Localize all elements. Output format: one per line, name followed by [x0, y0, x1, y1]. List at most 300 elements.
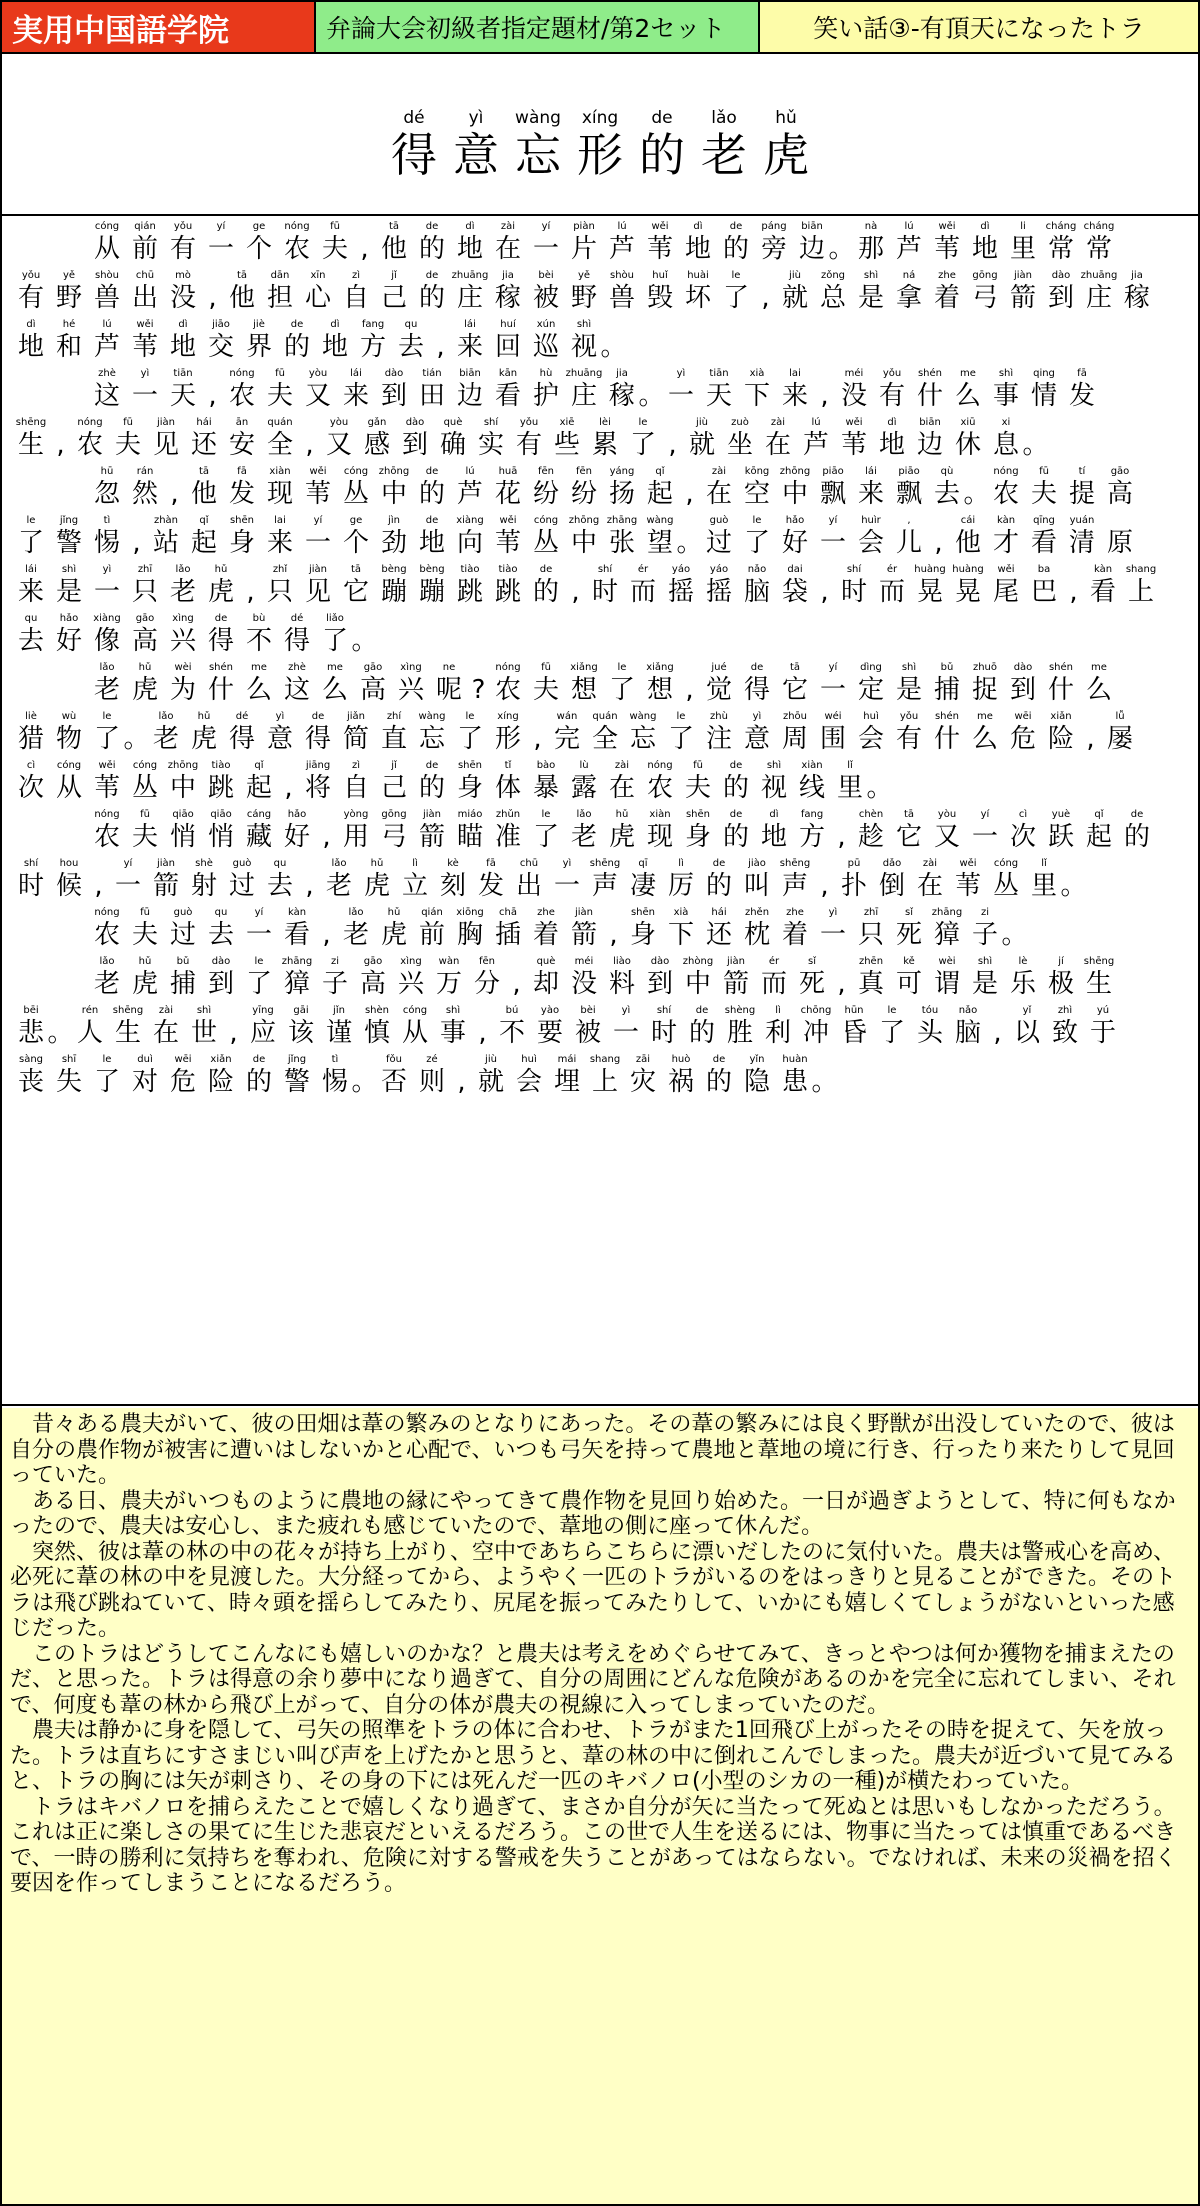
pinyin: tā [789, 662, 801, 673]
hanzi-with-pinyin [12, 612, 50, 656]
pinyin: jǐng [59, 515, 79, 526]
hanzi-with-pinyin [240, 318, 278, 362]
hanzi-with-pinyin [88, 710, 126, 754]
hanzi: 厉 [667, 871, 694, 901]
pinyin: chèn [858, 809, 884, 820]
hanzi-with-pinyin [358, 857, 396, 901]
hanzi-with-pinyin [147, 416, 185, 460]
hanzi: 来 [17, 577, 44, 607]
pinyin: zhe [938, 270, 956, 281]
hanzi-with-pinyin [299, 563, 337, 607]
hanzi-with-pinyin [299, 514, 337, 558]
hanzi: 感 [363, 430, 390, 460]
pinyin: qián [134, 221, 156, 232]
pinyin: guò [173, 907, 193, 918]
pinyin: shòu [609, 270, 634, 281]
pinyin: dì [693, 221, 703, 232]
hanzi-with-pinyin [683, 416, 721, 460]
hanzi: 世 [190, 1018, 217, 1048]
hanzi-with-pinyin [261, 465, 299, 509]
pinyin: guò [232, 858, 252, 869]
pinyin: lǎo [99, 662, 115, 673]
hanzi-with-pinyin [510, 416, 548, 460]
hanzi: 就 [781, 283, 808, 313]
hanzi: 的 [245, 1067, 272, 1097]
hanzi: 摇 [667, 577, 694, 607]
hanzi: 看 [1030, 528, 1057, 558]
hanzi-with-pinyin [126, 367, 164, 411]
hanzi: 情 [1030, 381, 1057, 411]
hanzi-with-pinyin [337, 906, 375, 950]
hanzi: 好 [55, 626, 82, 656]
pinyin: le [752, 515, 762, 526]
pinyin: de [729, 809, 743, 820]
hanzi: 在 [608, 773, 635, 803]
hanzi: 捕 [933, 675, 960, 705]
hanzi-with-pinyin [527, 465, 565, 509]
hanzi-with-pinyin [911, 857, 949, 901]
hanzi-with-pinyin [966, 710, 1004, 754]
hanzi-with-pinyin [316, 661, 354, 705]
hanzi-with-pinyin [1101, 465, 1139, 509]
hanzi: 花 [494, 479, 521, 509]
pinyin: wěi [651, 221, 669, 232]
hanzi-with-pinyin [1118, 269, 1156, 313]
hanzi-with-pinyin [966, 269, 1004, 313]
hanzi: 它 [895, 822, 922, 852]
pinyin: shì [998, 368, 1014, 379]
pinyin: jí [1058, 956, 1064, 967]
hanzi-with-pinyin [88, 906, 126, 950]
hanzi: 他 [954, 528, 981, 558]
hanzi: 的 [722, 822, 749, 852]
hanzi: 枕 [743, 920, 770, 950]
title-hanzi: 老 [701, 128, 747, 182]
hanzi: , [132, 528, 141, 558]
pinyin: rén [81, 1005, 99, 1016]
hanzi: 劲 [380, 528, 407, 558]
pinyin: shì [901, 662, 917, 673]
pinyin: bèi [538, 270, 554, 281]
pinyin: shì [61, 564, 77, 575]
hanzi: 有 [17, 283, 44, 313]
hanzi: 什 [207, 675, 234, 705]
hanzi: 了 [93, 1067, 120, 1097]
pinyin: yòng [343, 809, 369, 820]
hanzi: 藏 [245, 822, 272, 852]
pinyin: cì [26, 760, 36, 771]
hanzi-with-pinyin [738, 710, 776, 754]
pinyin: gǎn [367, 417, 387, 428]
hanzi-with-pinyin [223, 465, 261, 509]
hanzi-with-pinyin [1042, 220, 1080, 264]
hanzi: 否 [380, 1067, 407, 1097]
hanzi: 去 [266, 871, 293, 901]
hanzi: 了 [667, 724, 694, 754]
hanzi-with-pinyin [413, 220, 451, 264]
hanzi-with-pinyin [392, 318, 430, 362]
hanzi: 。 [47, 1018, 74, 1048]
pinyin: bēi [23, 1005, 39, 1016]
translation-paragraph: ある日、農夫がいつものように農地の縁にやってきて農作物を見回り始めた。一日が過ぎようとして、特に何もなかったので、農夫は安心し、また疲れも感じていたので、葦地の側に座って休んだ。 [10, 1488, 1176, 1539]
hanzi: 想 [646, 675, 673, 705]
hanzi-with-pinyin [434, 416, 472, 460]
hanzi-with-pinyin [1008, 1004, 1046, 1048]
hanzi-with-pinyin [700, 465, 738, 509]
hanzi: 农 [76, 430, 103, 460]
school-name: 実用中国語学院 [2, 2, 316, 52]
hanzi-with-pinyin [603, 661, 641, 705]
page-title [387, 107, 814, 181]
hanzi-with-pinyin [320, 1004, 358, 1048]
pinyin: cháng [1045, 221, 1077, 232]
pinyin: de [729, 221, 743, 232]
pinyin: le [465, 711, 475, 722]
hanzi: 了 [608, 675, 635, 705]
pinyin: huò [671, 1054, 691, 1065]
hanzi: 兴 [397, 675, 424, 705]
pinyin: piāo [898, 466, 920, 477]
hanzi-with-pinyin [413, 808, 451, 852]
title-pinyin: wàng [515, 108, 561, 128]
hanzi-with-pinyin [641, 220, 679, 264]
hanzi-with-pinyin [565, 955, 603, 999]
hanzi: 的 [722, 234, 749, 264]
hanzi: 时 [650, 1018, 677, 1048]
pinyin: de [252, 1054, 266, 1065]
hanzi-with-pinyin [50, 710, 88, 754]
hanzi: 埋 [553, 1067, 580, 1097]
pinyin: sàng [18, 1054, 44, 1065]
hanzi-with-pinyin [1118, 808, 1156, 852]
pinyin: de [750, 662, 764, 673]
hanzi-with-pinyin [240, 759, 278, 803]
pinyin: piāo [822, 466, 844, 477]
hanzi-with-pinyin [966, 808, 1004, 852]
hanzi: 声 [591, 871, 618, 901]
hanzi-with-pinyin [413, 710, 451, 754]
hanzi: 觉 [705, 675, 732, 705]
hanzi: 心 [304, 283, 331, 313]
pinyin: zǒng [820, 270, 846, 281]
hanzi: 袋 [781, 577, 808, 607]
title-char [511, 107, 566, 181]
hanzi: 为 [169, 675, 196, 705]
hanzi-with-pinyin [1080, 269, 1118, 313]
hanzi-with-pinyin [489, 906, 527, 950]
hanzi-with-pinyin [928, 906, 966, 950]
punctuation [1080, 710, 1101, 754]
hanzi: 过 [169, 920, 196, 950]
hanzi: 胜 [726, 1018, 753, 1048]
hanzi: 料 [608, 969, 635, 999]
pinyin: dào [211, 956, 231, 967]
pinyin: yǐn [749, 1054, 765, 1065]
pinyin: xìng [400, 956, 422, 967]
pinyin: dì [887, 417, 897, 428]
hanzi: 露 [570, 773, 597, 803]
hanzi-with-pinyin [641, 465, 679, 509]
hanzi-with-pinyin [109, 857, 147, 901]
hanzi: 有 [169, 234, 196, 264]
pinyin: fǒu [386, 1054, 402, 1065]
hanzi-with-pinyin [565, 318, 603, 362]
pinyin: shēn [457, 760, 483, 771]
pinyin: hù [539, 368, 553, 379]
hanzi: 个 [342, 528, 369, 558]
pinyin: zhǐ [272, 564, 288, 575]
hanzi-with-pinyin [320, 416, 358, 460]
pinyin: le [102, 1054, 112, 1065]
pinyin: zi [980, 907, 990, 918]
hanzi-with-pinyin [126, 906, 164, 950]
pinyin: fang [800, 809, 824, 820]
pinyin: zhōng [378, 466, 410, 477]
hanzi: 虎 [363, 871, 390, 901]
japanese-translation-section [2, 1408, 1198, 2204]
hanzi-with-pinyin [261, 367, 299, 411]
hanzi: 夫 [684, 773, 711, 803]
hanzi: 然 [131, 479, 158, 509]
hanzi-with-pinyin [489, 808, 527, 852]
hanzi-with-pinyin [413, 906, 451, 950]
pinyin: zi [330, 956, 340, 967]
pinyin: shēn [685, 809, 711, 820]
hanzi-with-pinyin [316, 1053, 354, 1097]
hanzi: 瞄 [456, 822, 483, 852]
hanzi: 捉 [971, 675, 998, 705]
hanzi: 只 [131, 577, 158, 607]
title-char [635, 107, 690, 181]
hanzi: 。 [828, 234, 855, 264]
hanzi: 子 [971, 920, 998, 950]
hanzi-with-pinyin [987, 367, 1025, 411]
hanzi-with-pinyin [966, 906, 1004, 950]
hanzi: 自 [342, 773, 369, 803]
pinyin: jiàn [156, 858, 176, 869]
hanzi-with-pinyin [1084, 563, 1122, 607]
hanzi-with-pinyin [1004, 661, 1042, 705]
hanzi: 晃 [916, 577, 943, 607]
hanzi-with-pinyin [202, 612, 240, 656]
hanzi: , [761, 283, 770, 313]
pinyin: hái [711, 907, 727, 918]
pinyin: dān [270, 270, 290, 281]
pinyin: biān [919, 417, 941, 428]
hanzi-with-pinyin [873, 1004, 911, 1048]
title-pinyin: xíng [581, 108, 619, 128]
title-hanzi: 意 [453, 128, 499, 182]
hanzi-with-pinyin [531, 1004, 569, 1048]
hanzi: 身 [684, 822, 711, 852]
punctuation [814, 563, 835, 607]
hanzi-with-pinyin [607, 1004, 645, 1048]
hanzi: 的 [705, 1067, 732, 1097]
hanzi-with-pinyin [835, 367, 873, 411]
pinyin: guò [709, 515, 729, 526]
hanzi-with-pinyin [797, 1004, 835, 1048]
hanzi-with-pinyin [240, 906, 278, 950]
pinyin: sǐ [808, 956, 816, 967]
hanzi: 是 [895, 675, 922, 705]
pinyin: zé [426, 1054, 438, 1065]
punctuation [811, 1053, 838, 1097]
hanzi: 獐 [933, 920, 960, 950]
hanzi: 。 [351, 626, 378, 656]
hanzi-with-pinyin [261, 563, 299, 607]
pinyin: wēi [1014, 711, 1032, 722]
hanzi: 简 [342, 724, 369, 754]
hanzi: 苇 [646, 234, 673, 264]
hanzi-with-pinyin [852, 514, 890, 558]
punctuation [123, 710, 150, 754]
hanzi: 尾 [992, 577, 1019, 607]
hanzi-with-pinyin [71, 1004, 109, 1048]
pinyin: qu [24, 613, 38, 624]
hanzi-with-pinyin [354, 955, 392, 999]
pinyin: fēn [537, 466, 554, 477]
pinyin: wěi [959, 858, 977, 869]
punctuation [299, 416, 320, 460]
hanzi: 弓 [971, 283, 998, 313]
hanzi-with-pinyin [700, 563, 738, 607]
pinyin: zài [922, 858, 938, 869]
hanzi: 是 [971, 969, 998, 999]
hanzi-with-pinyin [126, 759, 164, 803]
title-char [697, 107, 752, 181]
hanzi-with-pinyin [569, 1004, 607, 1048]
hanzi-with-pinyin [738, 906, 776, 950]
chinese-text-section [2, 216, 1198, 1406]
hanzi: 暴 [532, 773, 559, 803]
hanzi-with-pinyin [88, 514, 126, 558]
pinyin: huā [498, 466, 518, 477]
hanzi: 见 [152, 430, 179, 460]
hanzi-with-pinyin [662, 367, 700, 411]
hanzi-with-pinyin [358, 416, 396, 460]
hanzi-with-pinyin [240, 612, 278, 656]
pinyin: lú [465, 466, 475, 477]
hanzi: 稼 [608, 381, 635, 411]
hanzi: 兴 [169, 626, 196, 656]
hanzi: 完 [553, 724, 580, 754]
hanzi: 线 [798, 773, 825, 803]
hanzi: 起 [646, 479, 673, 509]
hanzi-with-pinyin [814, 661, 852, 705]
hanzi: 高 [131, 626, 158, 656]
hanzi: 跳 [207, 773, 234, 803]
hanzi-with-pinyin [337, 759, 375, 803]
hanzi-with-pinyin [375, 367, 413, 411]
hanzi: , [305, 871, 314, 901]
hanzi: 现 [646, 822, 673, 852]
hanzi-with-pinyin [510, 857, 548, 901]
hanzi: 什 [933, 724, 960, 754]
punctuation [126, 514, 147, 558]
hanzi-with-pinyin [489, 514, 527, 558]
hanzi-with-pinyin [1004, 808, 1042, 852]
pinyin: fū [1039, 466, 1049, 477]
hanzi: 它 [781, 675, 808, 705]
hanzi-with-pinyin [1004, 955, 1042, 999]
pinyin: shè [195, 858, 213, 869]
pinyin: fā [486, 858, 496, 869]
hanzi-with-pinyin [700, 514, 738, 558]
hanzi-with-pinyin [375, 1053, 413, 1097]
hanzi-with-pinyin [717, 759, 755, 803]
hanzi-with-pinyin [527, 808, 565, 852]
hanzi: 农 [93, 920, 120, 950]
pinyin: wěi [309, 466, 327, 477]
pinyin: jiàn [574, 907, 594, 918]
pinyin: quán [592, 711, 618, 722]
pinyin: cóng [56, 760, 82, 771]
hanzi: 慎 [363, 1018, 390, 1048]
pinyin: cóng [402, 1005, 428, 1016]
pinyin: ne [442, 662, 456, 673]
pinyin: dào [384, 368, 404, 379]
hanzi-with-pinyin [1004, 220, 1042, 264]
pinyin: fū [330, 221, 340, 232]
hanzi-with-pinyin [890, 514, 928, 558]
pinyin: zhāng [281, 956, 313, 967]
pinyin: dì [26, 319, 36, 330]
hanzi: 箭 [152, 871, 179, 901]
hanzi-with-pinyin [797, 416, 835, 460]
pinyin: cái [960, 515, 976, 526]
hanzi: 悄 [169, 822, 196, 852]
pinyin: de [214, 613, 228, 624]
punctuation [1060, 857, 1087, 901]
hanzi: 凄 [629, 871, 656, 901]
hanzi-with-pinyin [434, 857, 472, 901]
hanzi-with-pinyin [835, 563, 873, 607]
hanzi-with-pinyin [451, 759, 489, 803]
hanzi-with-pinyin [565, 906, 603, 950]
hanzi: 么 [321, 675, 348, 705]
pinyin: jǐ [391, 760, 397, 771]
hanzi: 全 [266, 430, 293, 460]
hanzi: 他 [380, 234, 407, 264]
pinyin: lè [1018, 956, 1028, 967]
hanzi: 可 [895, 969, 922, 999]
hanzi: 从 [55, 773, 82, 803]
pinyin: wàn [438, 956, 460, 967]
hanzi-with-pinyin [261, 857, 299, 901]
hanzi: 的 [418, 479, 445, 509]
pinyin: dào [1013, 662, 1033, 673]
hanzi: , [837, 822, 846, 852]
chinese-line [12, 1053, 1188, 1097]
hanzi: , [208, 283, 217, 313]
hanzi: 跳 [494, 577, 521, 607]
pinyin: yuè [1051, 809, 1071, 820]
hanzi-with-pinyin [12, 857, 50, 901]
pinyin: xiōng [456, 907, 484, 918]
hanzi-with-pinyin [240, 661, 278, 705]
hanzi-with-pinyin [890, 220, 928, 264]
hanzi: 危 [169, 1067, 196, 1097]
pinyin: hǎo [59, 613, 79, 624]
pinyin: lái [350, 368, 362, 379]
pinyin: yí [980, 809, 990, 820]
chinese-line [12, 416, 1188, 460]
pinyin: wèi [174, 662, 192, 673]
hanzi-with-pinyin [147, 514, 185, 558]
pinyin: le [541, 809, 551, 820]
hanzi-with-pinyin [793, 220, 831, 264]
hanzi: 发 [228, 479, 255, 509]
